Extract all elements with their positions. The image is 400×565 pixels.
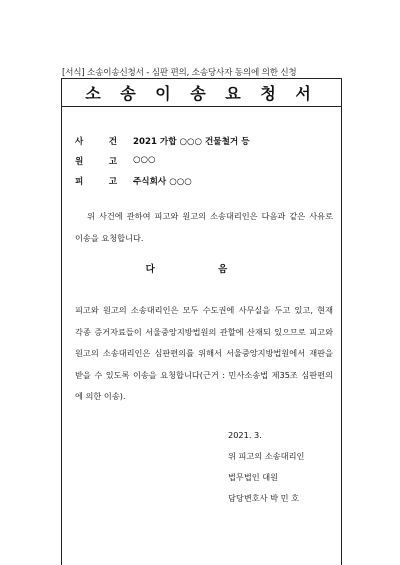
intro-line: 이송을 요청합니다. [75, 232, 144, 243]
field-plaintiff-value: ○○○ [133, 155, 156, 165]
field-defendant-label: 피 고 [75, 177, 117, 187]
form-header: [서식] 소송이송신청서 - 심판 편의, 소송당사자 동의에 의한 신청 [62, 68, 297, 78]
signature-firm: 법무법인 대원 [228, 472, 279, 482]
signature-attorney: 담당변호사 박 민 호 [228, 493, 300, 503]
reason-line: 피고와 원고의 소송대리인은 모두 수도권에 사무실을 두고 있고, 현재 [75, 305, 333, 315]
intro-paragraph [75, 206, 333, 249]
section-heading: 다 음 [145, 264, 258, 275]
field-defendant [75, 175, 192, 187]
field-case-label: 사 건 [75, 137, 117, 147]
field-plaintiff-label: 원 고 [75, 157, 117, 167]
signature-role: 위 피고의 소송대리인 [228, 451, 305, 461]
reason-line: 에 의한 이송). [75, 391, 126, 401]
document-frame [61, 78, 342, 565]
reason-line: 각종 증거자료들이 서울중앙지방법원의 관할에 산재되 있으므로 피고와 [75, 326, 333, 337]
reason-line: 받을 수 있도록 이송을 요청합니다(근거 : 민사소송법 제35조 심판편의 [75, 369, 333, 380]
reason-paragraph [75, 300, 333, 408]
document-title: 소 송 이 송 요 청 서 [85, 84, 318, 103]
signature-date: 2021. 3. [228, 430, 262, 440]
field-case [75, 135, 250, 147]
field-plaintiff [75, 155, 156, 167]
intro-line: 위 사건에 관하여 피고와 원고의 소송대리인은 다음과 같은 사유로 [87, 211, 333, 221]
reason-line: 원고의 소송대리인은 심판편의를 위해서 서울중앙지방법원에서 재판을 [75, 348, 333, 358]
field-case-value: 2021 가합 ○○○ 건물철거 등 [133, 137, 250, 147]
title-box [62, 79, 341, 107]
field-defendant-value: 주식회사 ○○○ [133, 177, 192, 187]
